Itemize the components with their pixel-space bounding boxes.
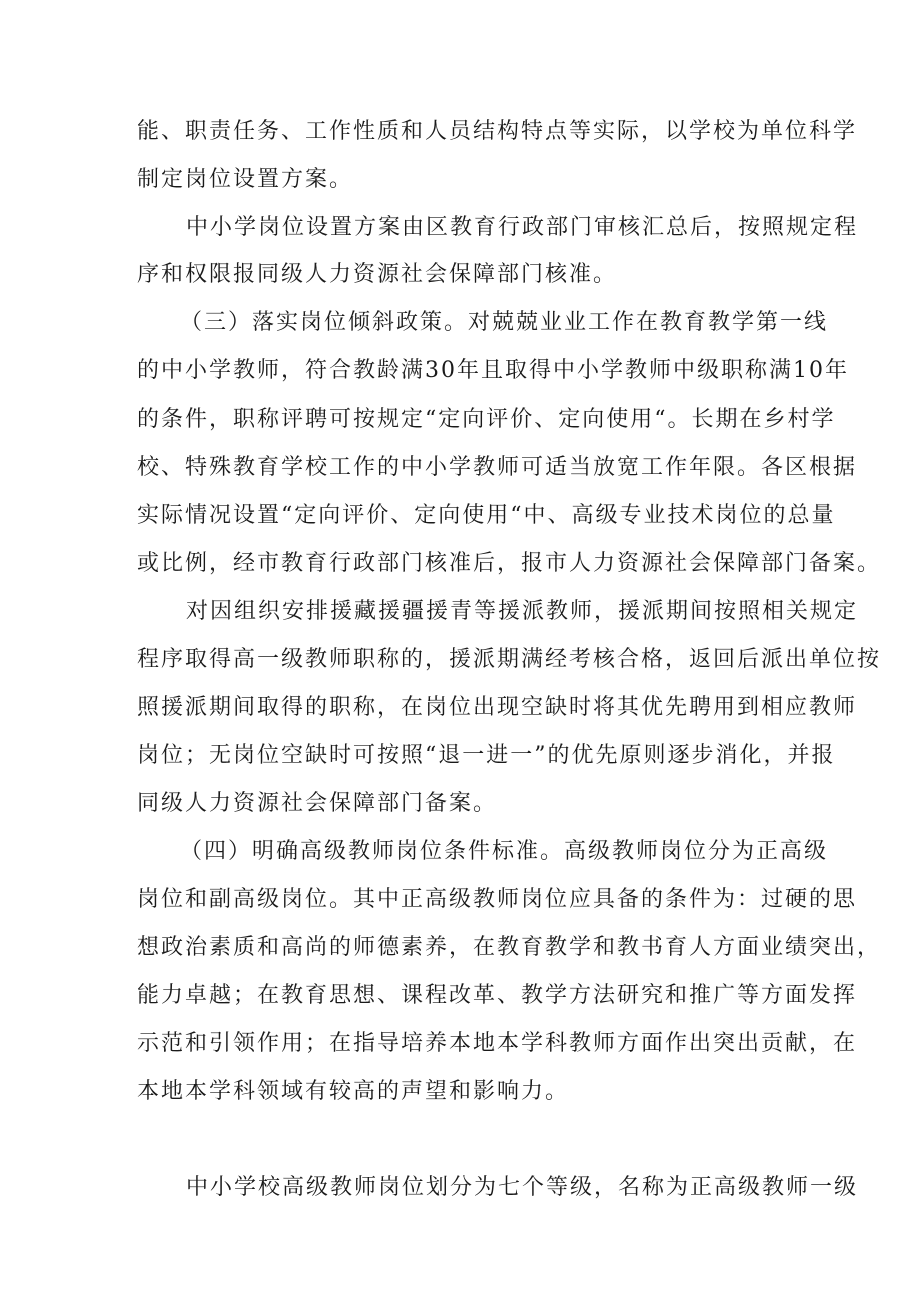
paragraph-start: 中小学校高级教师岗位划分为七个等级，名称为正高级教师一级 xyxy=(186,1175,859,1200)
text-line: 岗位和副高级岗位。其中正高级教师岗位应具备的条件为：过硬的思 xyxy=(137,887,858,912)
text-line: 校、特殊教育学校工作的中小学教师可适当放宽工作年限。各区根据 xyxy=(137,455,858,480)
section-heading-line: （三）落实岗位倾斜政策。对兢兢业业工作在教育教学第一线 xyxy=(180,310,829,335)
text-line: 同级人力资源社会保障部门备案。 xyxy=(137,791,498,816)
text-line: 实际情况设置“定向评价、定向使用“中、高级专业技术岗位的总量 xyxy=(137,503,836,528)
text-line: 或比例，经市教育行政部门核准后，报市人力资源社会保障部门备案。 xyxy=(137,551,882,576)
text-line: 照援派期间取得的职称，在岗位出现空缺时将其优先聘用到相应教师 xyxy=(137,695,858,720)
text-line: 制定岗位设置方案。 xyxy=(137,167,354,192)
text-line: 能力卓越；在教育思想、课程改革、教学方法研究和推广等方面发挥 xyxy=(137,983,858,1008)
paragraph-start: 中小学岗位设置方案由区教育行政部门审核汇总后，按照规定程 xyxy=(186,215,859,240)
paragraph-start: 对因组织安排援藏援疆援青等援派教师，援派期间按照相关规定 xyxy=(186,599,859,624)
text-line: 程序取得高一级教师职称的，援派期满经考核合格，返回后派出单位按 xyxy=(137,647,882,672)
text-line: 本地本学科领域有较高的声望和影响力。 xyxy=(137,1079,570,1104)
text-line: 岗位；无岗位空缺时可按照“退一进一”的优先原则逐步消化，并报 xyxy=(137,743,836,768)
text-line: 的条件，职称评聘可按规定“定向评价、定向使用“。长期在乡村学 xyxy=(137,407,836,432)
text-line: 的中小学教师，符合教龄满30年且取得中小学教师中级职称满10年 xyxy=(137,358,849,383)
text-line: 序和权限报同级人力资源社会保障部门核准。 xyxy=(137,262,618,287)
text-line: 想政治素质和高尚的师德素养，在教育教学和教书育人方面业绩突出， xyxy=(137,935,882,960)
text-line: 能、职责任务、工作性质和人员结构特点等实际，以学校为单位科学 xyxy=(137,119,858,144)
text-line: 示范和引领作用；在指导培养本地本学科教师方面作出突出贡献，在 xyxy=(137,1031,858,1056)
section-heading-line: （四）明确高级教师岗位条件标准。高级教师岗位分为正高级 xyxy=(180,839,829,864)
